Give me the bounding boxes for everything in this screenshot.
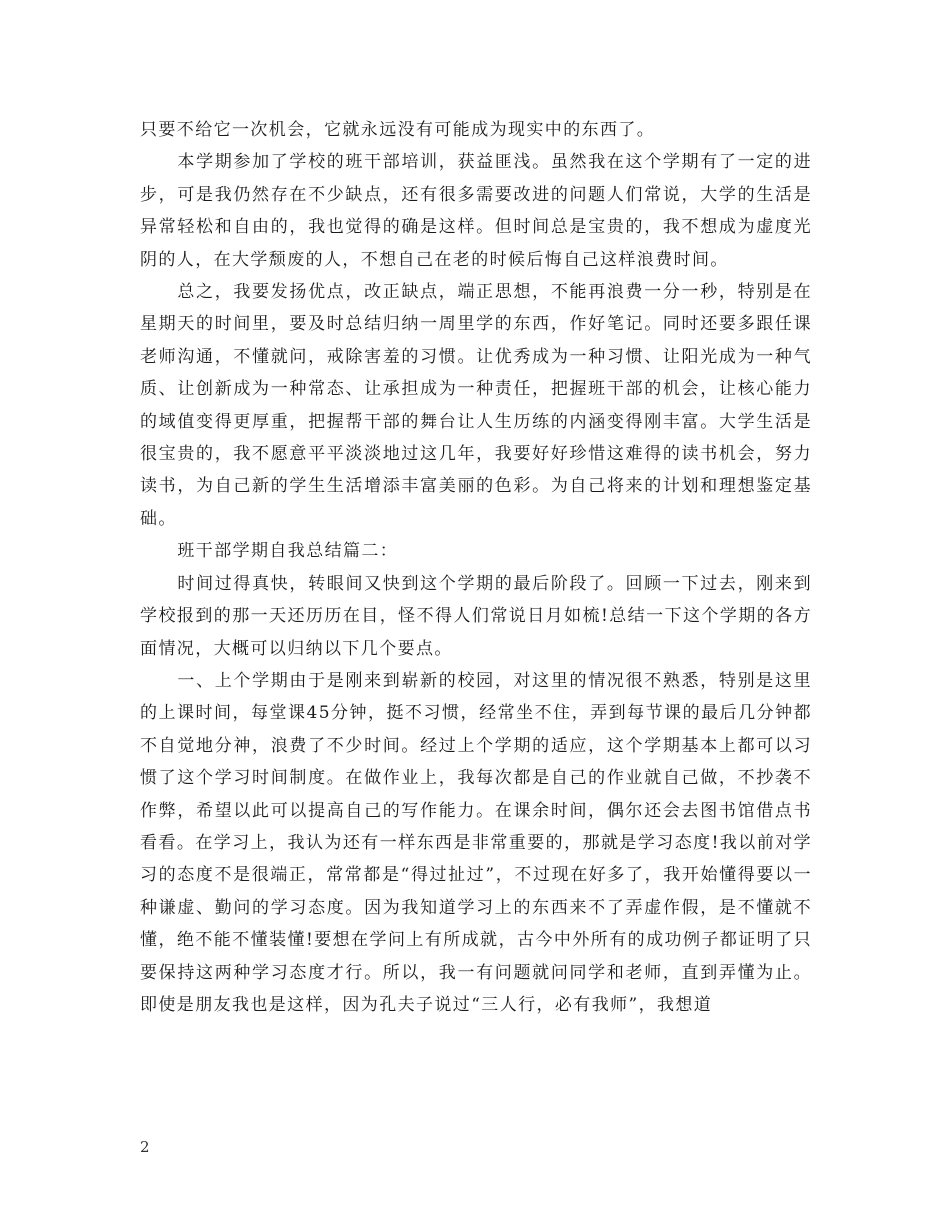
paragraph: 一、上个学期由于是刚来到崭新的校园，对这里的情况很不熟悉，特别是这里的上课时间，每堂课45分钟，挺不习惯，经常坐不住，弄到每节课的最后几分钟都不自觉地分神，浪费了不少时间。经过上个学期的适应，这个学期基本上都可以习惯了这个学习时间制度。在做作业上，我每次都是自己的作业就自己做，不抄袭不作弊，希望以此可以提高自己的写作能力。在课余时间，偶尔还会去图书馆借点书看看。在学习上，我认为还有一样东西是非常重要的，那就是学习态度!我以前对学习的态度不是很端正，常常都是“得过扯过”，不过现在好多了，我开始懂得要以一种谦虚、勤问的学习态度。因为我知道学习上的东西来不了弄虚作假，是不懂就不懂，绝不能不懂装懂!要想在学问上有所成就，古今中外所有的成功例子都证明了只要保持这两种学习态度才行。所以，我一有问题就问同学和老师，直到弄懂为止。即使是朋友我也是这样，因为孔夫子说过“三人行，必有我师”，我想道 (140, 670, 812, 1015)
page-number: 2 (140, 1138, 150, 1156)
paragraph: 时间过得真快，转眼间又快到这个学期的最后阶段了。回顾一下过去，刚来到学校报到的那一天还历历在目，怪不得人们常说日月如梳!总结一下这个学期的各方面情况，大概可以归纳以下几个要点。 (140, 573, 812, 659)
paragraph: 总之，我要发扬优点，改正缺点，端正思想，不能再浪费一分一秒，特别是在星期天的时间里，要及时总结归纳一周里学的东西，作好笔记。同时还要多跟任课老师沟通，不懂就问，戒除害羞的习惯。让优秀成为一种习惯、让阳光成为一种气质、让创新成为一种常态、让承担成为一种责任，把握班干部的机会，让核心能力的域值变得更厚重，把握帮干部的舞台让人生历练的内涵变得刚丰富。大学生活是很宝贵的，我不愿意平平淡淡地过这几年，我要好好珍惜这难得的读书机会，努力读书，为自己新的学生生活增添丰富美丽的色彩。为自己将来的计划和理想鉴定基础。 (140, 282, 812, 529)
section-heading: 班干部学期自我总结篇二： (177, 541, 399, 562)
document-body (140, 114, 812, 1021)
paragraph: 只要不给它一次机会，它就永远没有可能成为现实中的东西了。 (140, 120, 656, 140)
paragraph: 本学期参加了学校的班干部培训，获益匪浅。虽然我在这个学期有了一定的进步，可是我仍然存在不少缺点，还有很多需要改进的问题人们常说，大学的生活是异常轻松和自由的，我也觉得的确是这样。但时间总是宝贵的，我不想成为虚度光阴的人，在大学颓废的人，不想自己在老的时候后悔自己这样浪费时间。 (140, 152, 812, 270)
